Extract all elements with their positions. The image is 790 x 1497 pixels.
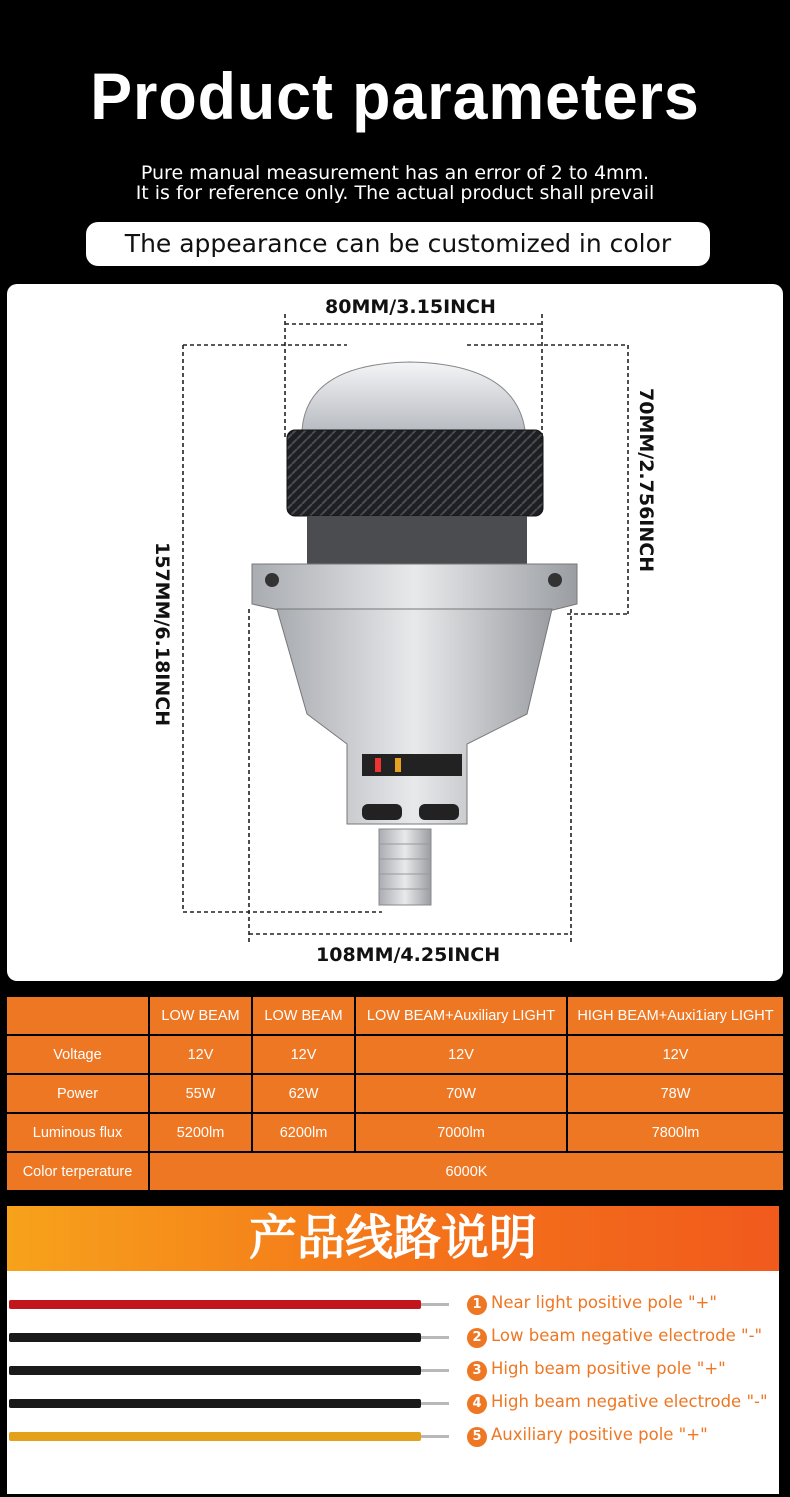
table-row	[7, 1075, 783, 1114]
table-cell: 55W	[150, 1075, 253, 1114]
wire-label: Low beam negative electrode "-"	[491, 1326, 763, 1345]
row-label: Power	[7, 1075, 150, 1114]
wire-tip	[421, 1336, 449, 1339]
table-cell: 7800lm	[568, 1114, 783, 1153]
wire-label: High beam positive pole "+"	[491, 1359, 726, 1378]
table-header-row	[7, 997, 783, 1036]
table-cell: 70W	[356, 1075, 568, 1114]
top-width-dimension: 80MM/3.15INCH	[325, 296, 496, 318]
wire-tip	[421, 1402, 449, 1405]
table-cell: 62W	[253, 1075, 356, 1114]
table-header-cell: LOW BEAM	[253, 997, 356, 1036]
table-header-cell: LOW BEAM+Auxiliary LIGHT	[356, 997, 568, 1036]
measurement-note-line1: Pure manual measurement has an error of 2 to 4mm.	[140, 162, 650, 184]
row-label: Color terperature	[7, 1153, 150, 1192]
wiring-title: 产品线路说明	[248, 1210, 537, 1266]
wire-tip	[421, 1369, 449, 1372]
wire-row	[7, 1390, 779, 1420]
wire-row	[7, 1357, 779, 1387]
right-height-dimension: 70MM/2.756INCH	[635, 388, 657, 573]
table-row	[7, 1036, 783, 1075]
wire-row	[7, 1291, 779, 1321]
left-height-dimension: 157MM/6.18INCH	[151, 542, 173, 727]
row-label: Voltage	[7, 1036, 150, 1075]
wire-label: Auxiliary positive pole "+"	[491, 1425, 708, 1444]
table-header-cell: LOW BEAM	[150, 997, 253, 1036]
wire-number-badge: 2	[467, 1328, 487, 1348]
wire-number-badge: 3	[467, 1361, 487, 1381]
wire-line	[9, 1300, 421, 1309]
table-row	[7, 1153, 783, 1192]
bottom-width-dimension: 108MM/4.25INCH	[316, 944, 501, 966]
wire-label: High beam negative electrode "-"	[491, 1392, 768, 1411]
wire-line	[9, 1399, 421, 1408]
table-row	[7, 1114, 783, 1153]
table-cell: 12V	[150, 1036, 253, 1075]
measurement-note-line2: It is for reference only. The actual product shall prevail	[135, 182, 655, 204]
table-header-cell: HIGH BEAM+Auxi1iary LIGHT	[568, 997, 783, 1036]
wire-number-badge: 5	[467, 1427, 487, 1447]
table-cell: 12V	[568, 1036, 783, 1075]
wire-tip	[421, 1303, 449, 1306]
row-label: Luminous flux	[7, 1114, 150, 1153]
wiring-section	[7, 1206, 779, 1494]
wire-line	[9, 1333, 421, 1342]
wire-tip	[421, 1435, 449, 1438]
table-cell: 7000lm	[356, 1114, 568, 1153]
table-cell: 78W	[568, 1075, 783, 1114]
product-dimension-card	[7, 284, 783, 981]
table-cell: 12V	[356, 1036, 568, 1075]
page-title: Product parameters	[90, 59, 700, 133]
customize-color-banner: The appearance can be customized in color	[86, 222, 710, 266]
wire-number-badge: 4	[467, 1394, 487, 1414]
spec-table	[7, 997, 783, 1192]
table-cell: 12V	[253, 1036, 356, 1075]
wire-number-badge: 1	[467, 1295, 487, 1315]
table-cell: 5200lm	[150, 1114, 253, 1153]
table-header-cell	[7, 997, 150, 1036]
wire-label: Near light positive pole "+"	[491, 1293, 717, 1312]
wire-row	[7, 1324, 779, 1354]
projector-lens-image	[7, 284, 783, 981]
wire-line	[9, 1432, 421, 1441]
table-cell: 6200lm	[253, 1114, 356, 1153]
wire-line	[9, 1366, 421, 1375]
table-cell: 6000K	[150, 1153, 783, 1192]
wire-row	[7, 1423, 779, 1453]
